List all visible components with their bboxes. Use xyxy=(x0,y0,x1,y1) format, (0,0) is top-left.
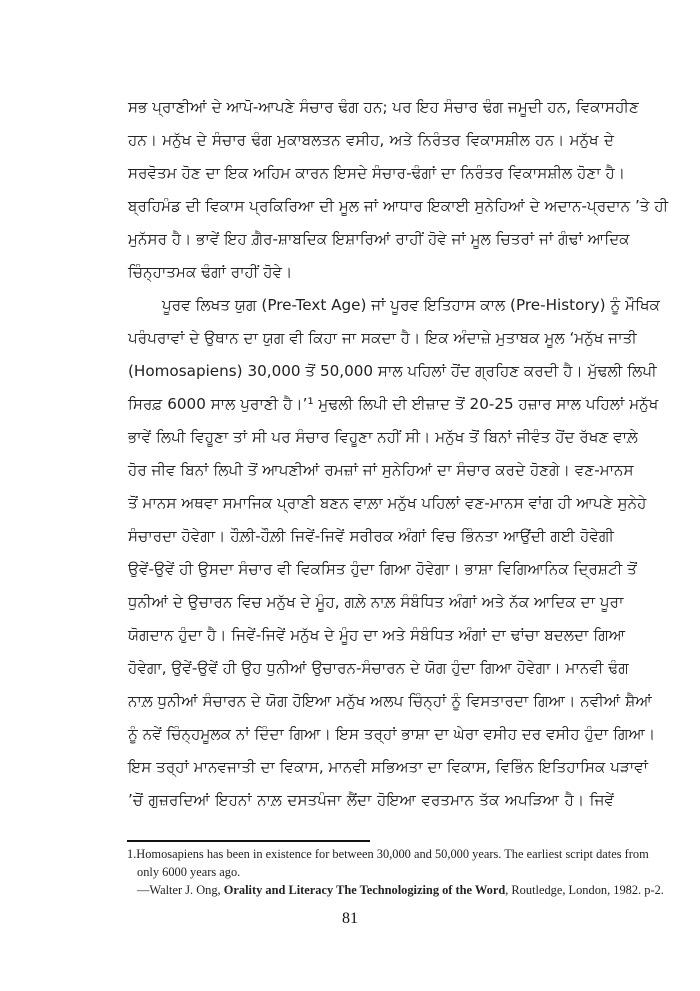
body-line: ਸੰਚਾਰਦਾ ਹੋਵੇਗਾ। ਹੌਲ਼ੀ-ਹੌਲ਼ੀ ਜਿਵੇਂ-ਜਿਵੇਂ ਸਰੀਰਕ ਅੰਗਾਂ ਵਿਚ ਭਿੰਨਤਾ ਆਉਂਦੀ ਗਈ ਹੋਵੇਗੀ xyxy=(128,527,614,545)
body-line: ਨੂੰ ਨਵੇਂ ਚਿੰਨ੍ਹਮੂਲਕ ਨਾਂ ਦਿੰਦਾ ਗਿਆ। ਇਸ ਤਰ੍ਹਾਂ ਭਾਸ਼ਾ ਦਾ ਘੇਰਾ ਵਸੀਹ ਦਰ ਵਸੀਹ ਹੁੰਦਾ ਗਿਆ। xyxy=(128,725,656,743)
body-line: ਭਾਵੇਂ ਲਿਪੀ ਵਿਹੂਣਾ ਤਾਂ ਸੀ ਪਰ ਸੰਚਾਰ ਵਿਹੂਣਾ ਨਹੀਂ ਸੀ। ਮਨੁੱਖ ਤੋਂ ਬਿਨਾਂ ਜੀਵੰਤ ਹੋਂਦ ਰੱਖਣ ਵਾਲ਼ੇ xyxy=(128,428,638,446)
body-line: ਨਾਲ਼ ਧੁਨੀਆਂ ਸੰਚਾਰਨ ਦੇ ਯੋਗ ਹੋਇਆ ਮਨੁੱਖ ਅਲਪ ਚਿੰਨ੍ਹਾਂ ਨੂੰ ਵਿਸਤਾਰਦਾ ਗਿਆ। ਨਵੀਆਂ ਸ਼ੈਆਂ xyxy=(128,692,652,710)
body-line: ਇਸ ਤਰ੍ਹਾਂ ਮਾਨਵਜਾਤੀ ਦਾ ਵਿਕਾਸ, ਮਾਨਵੀ ਸਭਿਅਤਾ ਦਾ ਵਿਕਾਸ, ਵਿਭਿੰਨ ਇਤਿਹਾਸਿਕ ਪੜਾਵਾਂ xyxy=(128,758,649,776)
body-line: ਹਨ। ਮਨੁੱਖ ਦੇ ਸੰਚਾਰ ਢੰਗ ਮੁਕਾਬਲਤਨ ਵਸੀਹ, ਅਤੇ ਨਿਰੰਤਰ ਵਿਕਾਸਸ਼ੀਲ ਹਨ। ਮਨੁੱਖ ਦੇ xyxy=(128,131,614,149)
body-line: ’ਚੋਂ ਗੁਜ਼ਰਦਿਆਂ ਇਹਨਾਂ ਨਾਲ਼ ਦਸਤਪੰਜਾ ਲੈਂਦਾ ਹੋਇਆ ਵਰਤਮਾਨ ਤੱਕ ਅਪੜਿਆ ਹੈ। ਜਿਵੇਂ xyxy=(128,791,614,809)
body-line: ਸਰਵੋਤਮ ਹੋਣ ਦਾ ਇਕ ਅਹਿਮ ਕਾਰਨ ਇਸਦੇ ਸੰਚਾਰ-ਢੰਗਾਂ ਦਾ ਨਿਰੰਤਰ ਵਿਕਾਸਸ਼ੀਲ ਹੋਣਾ ਹੈ। xyxy=(128,164,626,182)
body-line: ਬ੍ਰਹਿਮੰਡ ਦੀ ਵਿਕਾਸ ਪ੍ਰਕਿਰਿਆ ਦੀ ਮੂਲ ਜਾਂ ਆਧਾਰ ਇਕਾਈ ਸੁਨੇਹਿਆਂ ਦੇ ਅਦਾਨ-ਪ੍ਰਦਾਨ ’ਤੇ ਹੀ xyxy=(128,197,669,215)
footnote-text: 1.Homosapiens has been in existence for between 30,000 and 50,000 years. The earliest script dates from xyxy=(127,847,649,861)
body-line-paragraph-start: ਪੂਰਵ ਲਿਖਤ ਯੁਗ (Pre-Text Age) ਜਾਂ ਪੂਰਵ ਇਤਿਹਾਸ ਕਾਲ (Pre-History) ਨੂੰ ਮੌਖਿਕ xyxy=(162,296,660,314)
body-line: ਹੋਵੇਗਾ, ਉਵੇਂ-ਉਵੇਂ ਹੀ ਉਹ ਧੁਨੀਆਂ ਉਚਾਰਨ-ਸੰਚਾਰਨ ਦੇ ਯੋਗ ਹੁੰਦਾ ਗਿਆ ਹੋਵੇਗਾ। ਮਾਨਵੀ ਢੰਗ xyxy=(128,659,629,677)
footnote-citation xyxy=(137,882,664,899)
body-line: ਧੁਨੀਆਂ ਦੇ ਉਚਾਰਨ ਵਿਚ ਮਨੁੱਖ ਦੇ ਮੂੰਹ, ਗਲ਼ੇ ਨਾਲ਼ ਸੰਬੰਧਿਤ ਅੰਗਾਂ ਅਤੇ ਨੱਕ ਆਦਿਕ ਦਾ ਪੂਰਾ xyxy=(128,593,624,611)
citation-publisher: , Routledge, London, 1982. p-2. xyxy=(505,883,664,897)
body-line: ਮੁਨੱਸਰ ਹੈ। ਭਾਵੇਂ ਇਹ ਗ਼ੈਰ-ਸ਼ਾਬਦਿਕ ਇਸ਼ਾਰਿਆਂ ਰਾਹੀਂ ਹੋਵੇ ਜਾਂ ਮੂਲ ਚਿਤਰਾਂ ਜਾਂ ਗੰਢਾਂ ਆਦਿਕ xyxy=(128,230,630,248)
citation-author: —Walter J. Ong, xyxy=(137,883,224,897)
body-line: ਹੋਰ ਜੀਵ ਬਿਨਾਂ ਲਿਪੀ ਤੋਂ ਆਪਣੀਆਂ ਰਮਜ਼ਾਂ ਜਾਂ ਸੁਨੇਹਿਆਂ ਦਾ ਸੰਚਾਰ ਕਰਦੇ ਹੋਣਗੇ। ਵਣ-ਮਾਨਸ xyxy=(128,461,634,479)
body-line: ਸਭ ਪ੍ਰਾਣੀਆਂ ਦੇ ਆਪੋ-ਆਪਣੇ ਸੰਚਾਰ ਢੰਗ ਹਨ; ਪਰ ਇਹ ਸੰਚਾਰ ਢੰਗ ਜਮੂਦੀ ਹਨ, ਵਿਕਾਸਹੀਣ xyxy=(128,98,639,116)
body-line: ਉਵੇਂ-ਉਵੇਂ ਹੀ ਉਸਦਾ ਸੰਚਾਰ ਵੀ ਵਿਕਸਿਤ ਹੁੰਦਾ ਗਿਆ ਹੋਵੇਗਾ। ਭਾਸ਼ਾ ਵਿਗਿਆਨਿਕ ਦ੍ਰਿਸ਼ਟੀ ਤੋਂ xyxy=(128,560,637,578)
footnote-text-continued: only 6000 years ago. xyxy=(137,865,241,879)
body-line-paragraph-end: ਚਿੰਨ੍ਹਾਤਮਕ ਢੰਗਾਂ ਰਾਹੀਂ ਹੋਵੇ। xyxy=(128,263,293,281)
page-number: 81 xyxy=(342,910,358,927)
body-line: ਯੋਗਦਾਨ ਹੁੰਦਾ ਹੈ। ਜਿਵੇਂ-ਜਿਵੇਂ ਮਨੁੱਖ ਦੇ ਮੂੰਹ ਦਾ ਅਤੇ ਸੰਬੰਧਿਤ ਅੰਗਾਂ ਦਾ ਢਾਂਚਾ ਬਦਲਦਾ ਗਿਆ xyxy=(128,626,626,644)
body-line: (Homosapiens) 30,000 ਤੋਂ 50,000 ਸਾਲ ਪਹਿਲਾਂ ਹੋਂਦ ਗ੍ਰਹਿਣ ਕਰਦੀ ਹੈ। ਮੁੱਢਲੀ ਲਿਪੀ xyxy=(128,362,657,380)
footnote-separator xyxy=(127,840,370,842)
citation-title: Orality and Literacy The Technologizing of the Word xyxy=(223,883,506,897)
body-line: ਤੋਂ ਮਾਨਸ ਅਥਵਾ ਸਮਾਜਿਕ ਪ੍ਰਾਣੀ ਬਣਨ ਵਾਲ਼ਾ ਮਨੁੱਖ ਪਹਿਲਾਂ ਵਣ-ਮਾਨਸ ਵਾਂਗ ਹੀ ਆਪਣੇ ਸੁਨੇਹੇ xyxy=(128,494,647,512)
body-line: ਪਰੰਪਰਾਵਾਂ ਦੇ ਉਥਾਨ ਦਾ ਯੁਗ ਵੀ ਕਿਹਾ ਜਾ ਸਕਦਾ ਹੈ। ਇਕ ਅੰਦਾਜ਼ੇ ਮੁਤਾਬਕ ਮੂਲ ‘ਮਨੁੱਖ ਜਾਤੀ xyxy=(128,329,637,347)
body-line: ਸਿਰਫ਼ 6000 ਸਾਲ ਪੁਰਾਣੀ ਹੈ।’¹ ਮੁਢਲੀ ਲਿਪੀ ਦੀ ਈਜ਼ਾਦ ਤੋਂ 20-25 ਹਜ਼ਾਰ ਸਾਲ ਪਹਿਲਾਂ ਮਨੁੱਖ xyxy=(128,395,659,413)
